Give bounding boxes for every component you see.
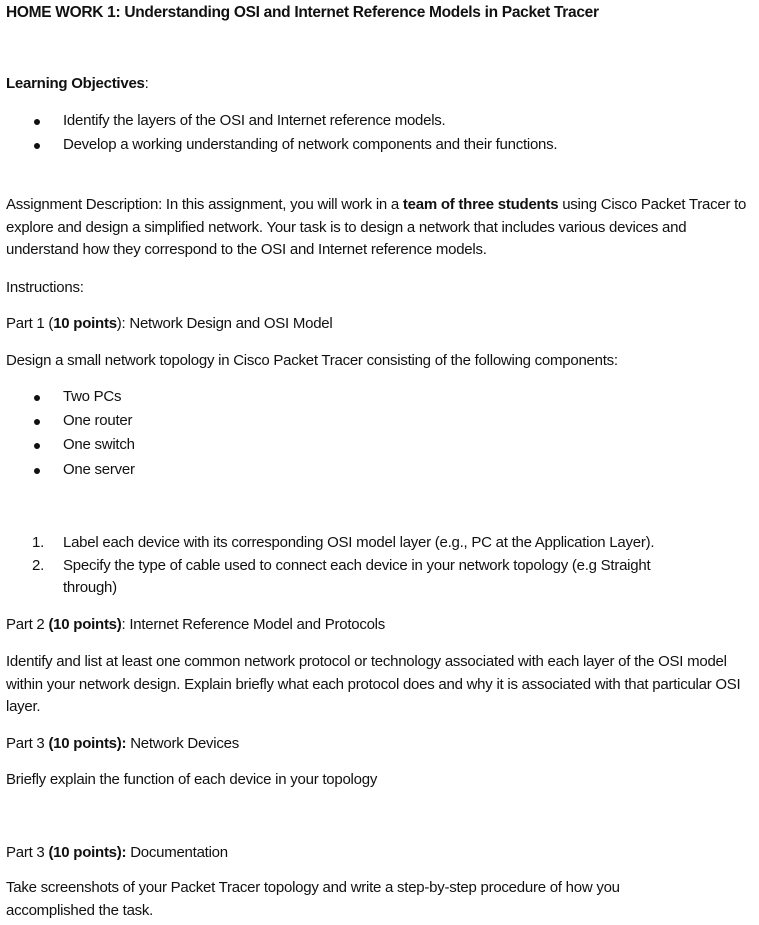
task-item-continuation: through) [63, 579, 117, 596]
component-text: One router [63, 412, 133, 429]
assignment-description [6, 194, 756, 262]
part1-intro: Design a small network topology in Cisco Packet Tracer consisting of the following components: [6, 352, 618, 369]
bullet-icon [34, 143, 40, 149]
part-title: Network Devices [126, 735, 239, 752]
part-label: Part 1 ( [6, 315, 54, 332]
part3-documentation-heading [6, 844, 228, 861]
task-number: 2. [32, 557, 45, 574]
instructions-label: Instructions: [6, 279, 84, 296]
points-label: 10 points [53, 315, 117, 332]
part-title: ): Network Design and OSI Model [116, 315, 333, 332]
bullet-icon [34, 443, 40, 449]
bullet-icon [34, 119, 40, 125]
part3-devices-heading [6, 735, 239, 752]
points-label: (10 points): [48, 844, 127, 861]
task-text: Label each device with its corresponding OSI model layer (e.g., PC at the Application Layer). [63, 534, 655, 551]
bullet-icon [34, 468, 40, 474]
part-title: : Internet Reference Model and Protocols [121, 616, 386, 633]
part2-body: Identify and list at least one common network protocol or technology associated with each layer of the OSI model within your network design. Explain briefly what each protocol does and why it is associated with that particular OSI layer. [6, 653, 741, 715]
description-text: using Cisco Packet Tracer to explore and design a simplified network. Your task is to design a network that includes various devices and understand how they correspond to the OSI and Internet reference models. [6, 196, 747, 258]
objective-text: Identify the layers of the OSI and Internet reference models. [63, 112, 446, 129]
task-text: Specify the type of cable used to connect each device in your network topology (e.g Straight [63, 557, 651, 574]
document-title: HOME WORK 1: Understanding OSI and Internet Reference Models in Packet Tracer [6, 4, 599, 21]
part3-documentation-body: Take screenshots of your Packet Tracer topology and write a step-by-step procedure of how you accomplished the task. [6, 879, 620, 919]
team-emphasis: team of three students [402, 196, 559, 213]
bullet-icon [34, 395, 40, 401]
part2-heading [6, 616, 385, 633]
component-text: One server [63, 461, 135, 478]
points-label: (10 points): [48, 735, 127, 752]
learning-objectives-label: Learning Objectives [6, 75, 145, 92]
part-label: Part 3 [6, 735, 49, 752]
objective-text: Develop a working understanding of network components and their functions. [63, 136, 558, 153]
bullet-icon [34, 419, 40, 425]
points-label: (10 points) [48, 616, 122, 633]
component-text: Two PCs [63, 388, 122, 405]
part-label: Part 2 [6, 616, 49, 633]
part-title: Documentation [126, 844, 228, 861]
task-number: 1. [32, 534, 45, 551]
description-text: Assignment Description: In this assignment, you will work in a [6, 196, 403, 213]
part3-devices-body: Briefly explain the function of each device in your topology [6, 771, 378, 788]
heading-colon: : [144, 75, 149, 92]
part1-heading [6, 315, 332, 332]
component-text: One switch [63, 436, 135, 453]
part-label: Part 3 [6, 844, 49, 861]
learning-objectives-heading [6, 75, 149, 92]
